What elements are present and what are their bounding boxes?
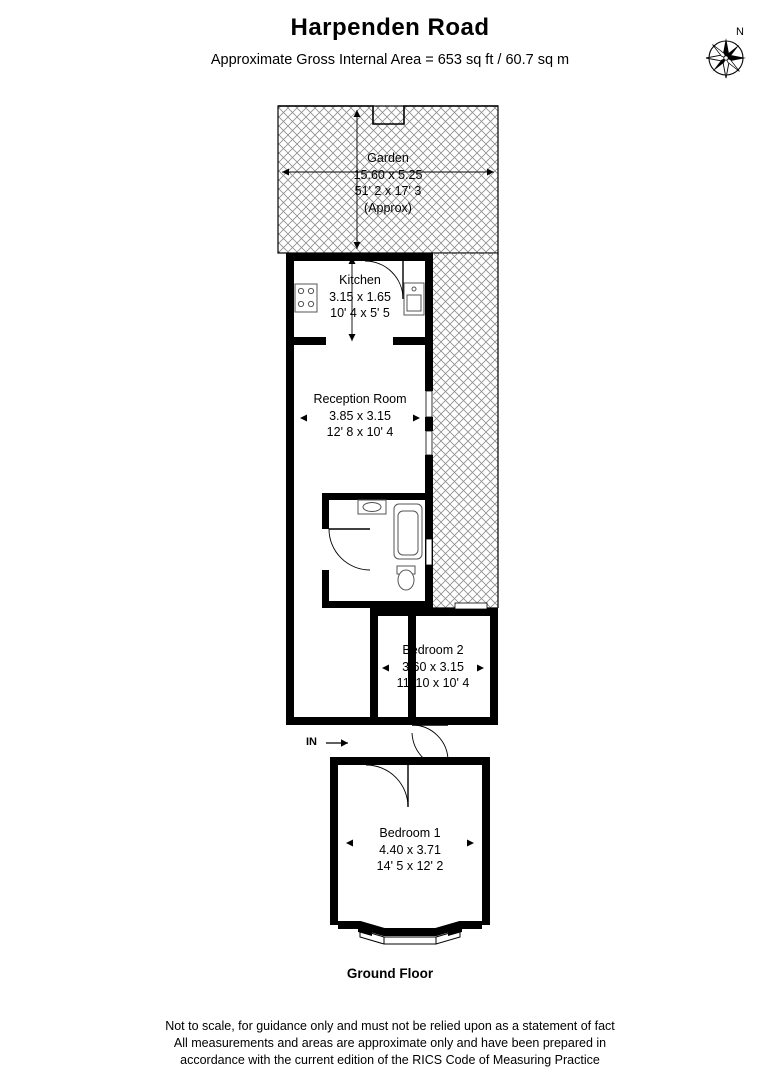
bedroom-1-name: Bedroom 1 <box>379 826 441 840</box>
bedroom-2-dim-metric: 3.60 x 3.15 <box>402 659 464 674</box>
garden-name: Garden <box>367 151 409 165</box>
bedroom-2-dim-imperial: 11' 10 x 10' 4 <box>396 676 470 690</box>
floor-label: Ground Floor <box>346 966 434 981</box>
kitchen-dim-imperial: 10' 4 x 5' 5 <box>330 306 390 320</box>
room-label-garden <box>308 150 468 216</box>
kitchen-dim-metric: 3.15 x 1.65 <box>329 289 391 304</box>
disclaimer <box>0 1018 780 1069</box>
page-subtitle: Approximate Gross Internal Area = 653 sq ft / 60.7 sq m <box>210 52 570 68</box>
bedroom-1-dim-metric: 4.40 x 3.71 <box>379 842 441 857</box>
reception-dim-imperial: 12' 8 x 10' 4 <box>326 425 394 439</box>
disclaimer-line-2: All measurements and areas are approximate only and have been prepared in <box>173 1036 607 1050</box>
room-label-bedroom-2 <box>353 642 513 692</box>
kitchen-name: Kitchen <box>339 273 381 287</box>
room-label-kitchen <box>280 272 440 322</box>
reception-dim-metric: 3.85 x 3.15 <box>329 408 391 423</box>
bathroom-room <box>322 493 433 608</box>
bedroom-1-dim-imperial: 14' 5 x 12' 2 <box>376 859 444 873</box>
page-title: Harpenden Road <box>290 14 490 41</box>
reception-name: Reception Room <box>313 392 407 406</box>
entrance-label: IN <box>306 736 317 748</box>
room-label-reception <box>280 391 440 441</box>
room-label-bedroom-1 <box>330 825 490 875</box>
garden-dim-imperial: 51' 2 x 17' 3 <box>354 184 422 198</box>
compass-north-label: N <box>736 26 744 38</box>
garden-dim-metric: 15.60 x 5.25 <box>353 167 423 182</box>
bedroom-2-name: Bedroom 2 <box>402 643 464 657</box>
garden-note: (Approx) <box>364 200 412 215</box>
disclaimer-line-3: accordance with the current edition of the RICS Code of Measuring Practice <box>180 1053 600 1067</box>
side-return-hatched-area <box>433 253 498 608</box>
disclaimer-line-1: Not to scale, for guidance only and must not be relied upon as a statement of fact <box>165 1019 615 1033</box>
